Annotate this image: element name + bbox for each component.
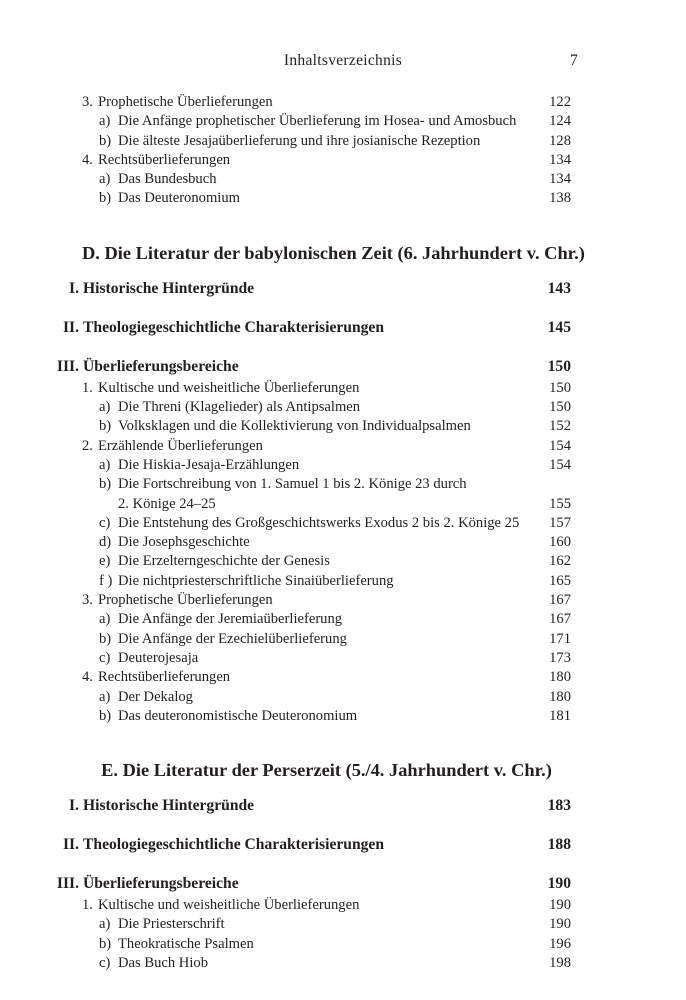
entry-number: 1. <box>82 897 93 914</box>
entry-page: 181 <box>541 707 571 726</box>
entry-label <box>82 475 471 494</box>
entry-page: 180 <box>541 668 571 687</box>
section-title: Theologiegeschichtliche Charakterisierungen <box>83 836 385 854</box>
entry-number: a) <box>99 113 111 130</box>
toc-entry[interactable] <box>82 552 571 571</box>
toc-entry[interactable] <box>82 935 571 954</box>
toc-section[interactable] <box>69 277 571 301</box>
toc-entry[interactable] <box>82 668 571 687</box>
entry-title: Deuterojesaja <box>118 649 199 666</box>
entry-label <box>82 896 363 915</box>
spacer <box>82 857 571 872</box>
entry-label <box>82 572 398 591</box>
toc-entry[interactable] <box>82 456 571 475</box>
entry-page: 165 <box>541 572 571 591</box>
running-header <box>0 52 686 76</box>
entry-label <box>82 533 254 552</box>
entry-number: c) <box>99 955 111 972</box>
entry-title: Erzählende Überlieferungen <box>98 437 263 454</box>
entry-title: Die Anfänge prophetischer Überlieferung im Hosea- und Amosbuch <box>118 113 517 130</box>
entry-title: Kultische und weisheitliche Überlieferungen <box>98 897 360 914</box>
entry-title: Rechtsüberlieferungen <box>98 669 231 686</box>
spacer <box>82 209 571 240</box>
entry-label <box>82 707 361 726</box>
entry-page: 122 <box>541 93 571 112</box>
entry-page: 150 <box>541 379 571 398</box>
section-title: Überlieferungsbereiche <box>83 357 239 375</box>
section-page: 190 <box>541 872 571 896</box>
section-title: Historische Hintergründe <box>83 279 255 297</box>
toc-entry[interactable] <box>82 151 571 170</box>
entry-title: Rechtsüberlieferungen <box>98 151 231 168</box>
entry-label <box>82 514 523 533</box>
spacer <box>82 266 571 277</box>
section-label <box>56 872 243 896</box>
entry-label <box>82 132 484 151</box>
entry-page: 150 <box>541 398 571 417</box>
entry-label <box>82 591 277 610</box>
entry-label <box>82 552 334 571</box>
entry-number: b) <box>99 132 112 149</box>
entry-title: Die älteste Jesajaüberlieferung und ihre josianische Rezeption <box>118 132 481 149</box>
entry-page: 155 <box>541 495 571 514</box>
entry-label <box>82 398 364 417</box>
chapter-title: E. Die Literatur der Perserzeit (5./4. Jahrhundert v. Chr.) <box>101 760 552 781</box>
toc-entry[interactable] <box>82 417 571 436</box>
chapter-title: D. Die Literatur der babylonischen Zeit (6. Jahrhundert v. Chr.) <box>82 242 585 263</box>
section-page: 143 <box>541 277 571 301</box>
section-page: 150 <box>541 355 571 379</box>
entry-title: Die Josephsgeschichte <box>118 534 250 551</box>
section-label <box>69 794 258 818</box>
section-label <box>56 355 243 379</box>
entry-page: 190 <box>541 915 571 934</box>
entry-number: a) <box>99 171 111 188</box>
toc-entry[interactable] <box>82 189 571 208</box>
spacer <box>82 340 571 355</box>
entry-page: 134 <box>541 170 571 189</box>
entry-label <box>82 170 221 189</box>
section-label <box>62 316 388 340</box>
entry-label <box>82 151 234 170</box>
entry-page: 128 <box>541 132 571 151</box>
entry-page: 190 <box>541 896 571 915</box>
entry-label <box>82 668 234 687</box>
entry-page: 162 <box>541 552 571 571</box>
entry-number: 2. <box>82 437 93 454</box>
entry-title: Die Hiskia-Jesaja-Erzählungen <box>118 456 300 473</box>
entry-title: Der Dekalog <box>118 688 193 705</box>
entry-page: 154 <box>541 437 571 456</box>
toc-entry[interactable] <box>82 954 571 973</box>
entry-page: 157 <box>541 514 571 533</box>
entry-number: 3. <box>82 592 93 609</box>
toc-entry[interactable] <box>82 475 571 494</box>
entry-title: Theokratische Psalmen <box>118 935 254 952</box>
toc-entry[interactable] <box>82 688 571 707</box>
entry-label <box>82 495 220 514</box>
entry-page: 154 <box>541 456 571 475</box>
entry-label <box>82 437 267 456</box>
section-page: 145 <box>541 316 571 340</box>
entry-page: 138 <box>541 189 571 208</box>
entry-number: d) <box>99 534 112 551</box>
toc-section[interactable] <box>56 355 571 379</box>
toc-entry[interactable] <box>82 93 571 112</box>
entry-page: 180 <box>541 688 571 707</box>
entry-number: b) <box>99 707 112 724</box>
page-number: 7 <box>570 52 578 69</box>
entry-page: 167 <box>541 610 571 629</box>
entry-page: 196 <box>541 935 571 954</box>
spacer <box>82 818 571 833</box>
entry-title: Das Bundesbuch <box>118 171 217 188</box>
toc-entry[interactable] <box>82 132 571 151</box>
entry-page: 160 <box>541 533 571 552</box>
entry-title: Prophetische Überlieferungen <box>98 592 273 609</box>
entry-number: b) <box>99 630 112 647</box>
spacer <box>82 301 571 316</box>
toc-section[interactable] <box>62 833 571 857</box>
toc-section[interactable] <box>69 794 571 818</box>
section-title: Theologiegeschichtliche Charakterisierungen <box>83 318 385 336</box>
entry-label <box>82 954 212 973</box>
entry-page: 124 <box>541 112 571 131</box>
toc-section[interactable] <box>56 872 571 896</box>
section-number: II. <box>62 836 79 854</box>
toc-entry[interactable] <box>82 610 571 629</box>
toc-entry[interactable] <box>82 915 571 934</box>
entry-label <box>82 417 475 436</box>
entry-number: b) <box>99 476 112 493</box>
entry-title: Das Deuteronomium <box>118 190 240 207</box>
section-title: Überlieferungsbereiche <box>83 875 239 893</box>
entry-title: Die Anfänge der Ezechielüberlieferung <box>118 630 347 647</box>
entry-number: a) <box>99 611 111 628</box>
entry-number: a) <box>99 688 111 705</box>
entry-label <box>82 935 258 954</box>
toc-entry[interactable] <box>82 514 571 533</box>
entry-page: 152 <box>541 417 571 436</box>
entry-label <box>82 630 351 649</box>
toc-entry[interactable] <box>82 630 571 649</box>
entry-number: 3. <box>82 94 93 110</box>
entry-title: Die Erzelterngeschichte der Genesis <box>118 553 330 570</box>
entry-title: Prophetische Überlieferungen <box>98 94 273 110</box>
section-number: II. <box>62 318 79 336</box>
header-title: Inhaltsverzeichnis <box>283 52 403 69</box>
toc-entry[interactable] <box>82 495 571 514</box>
toc-entry[interactable] <box>82 649 571 668</box>
entry-title: Kultische und weisheitliche Überlieferungen <box>98 379 360 396</box>
entry-number: f ) <box>99 572 113 589</box>
entry-title: Volksklagen und die Kollektivierung von Individualpsalmen <box>118 418 471 435</box>
entry-page: 173 <box>541 649 571 668</box>
entry-title: Die Threni (Klagelieder) als Antipsalmen <box>118 399 361 416</box>
entry-label <box>82 189 244 208</box>
entry-title: 2. Könige 24–25 <box>118 495 216 512</box>
entry-label <box>82 456 303 475</box>
entry-number: b) <box>99 190 112 207</box>
entry-label <box>82 112 520 131</box>
entry-label <box>82 915 229 934</box>
toc-entry[interactable] <box>82 170 571 189</box>
spacer <box>82 726 571 757</box>
entry-page: 167 <box>541 591 571 610</box>
toc-entry[interactable] <box>82 572 571 591</box>
toc-entry[interactable] <box>82 896 571 915</box>
toc-entry[interactable] <box>82 112 571 131</box>
toc-section[interactable] <box>62 316 571 340</box>
entry-label <box>82 649 202 668</box>
entry-label <box>82 379 363 398</box>
entry-number: b) <box>99 418 112 435</box>
entry-label <box>82 610 346 629</box>
entry-number: 1. <box>82 379 93 396</box>
section-page: 183 <box>541 794 571 818</box>
spacer <box>82 783 571 794</box>
section-number: I. <box>69 797 79 815</box>
entry-number: a) <box>99 399 111 416</box>
table-of-contents <box>56 93 585 973</box>
section-number: III. <box>56 875 79 893</box>
entry-number: a) <box>99 916 111 933</box>
section-page: 188 <box>541 833 571 857</box>
entry-number: c) <box>99 649 111 666</box>
entry-number: 4. <box>82 151 93 168</box>
section-label <box>62 833 388 857</box>
entry-title: Die Anfänge der Jeremiaüberlieferung <box>118 611 343 628</box>
entry-number: a) <box>99 456 111 473</box>
entry-number: c) <box>99 514 111 531</box>
section-title: Historische Hintergründe <box>83 797 255 815</box>
entry-title: Die Priesterschrift <box>118 916 225 933</box>
section-number: I. <box>69 279 79 297</box>
toc-entry[interactable] <box>82 398 571 417</box>
entry-number: 4. <box>82 669 93 686</box>
entry-title: Die Entstehung des Großgeschichtswerks Exodus 2 bis 2. Könige 25 <box>118 514 520 531</box>
section-number: III. <box>56 357 79 375</box>
toc-entry[interactable] <box>82 379 571 398</box>
entry-label <box>82 688 197 707</box>
entry-title: Die nichtpriesterschriftliche Sinaiüberlieferung <box>118 572 394 589</box>
toc-entry[interactable] <box>82 707 571 726</box>
entry-page: 198 <box>541 954 571 973</box>
entry-page: 134 <box>541 151 571 170</box>
entry-title: Das deuteronomistische Deuteronomium <box>118 707 358 724</box>
entry-number: e) <box>99 553 111 570</box>
section-label <box>69 277 258 301</box>
entry-title: Die Fortschreibung von 1. Samuel 1 bis 2. Könige 23 durch <box>118 476 467 493</box>
toc-entry[interactable] <box>82 437 571 456</box>
entry-title: Das Buch Hiob <box>118 955 208 972</box>
entry-page: 171 <box>541 630 571 649</box>
toc-entry[interactable] <box>82 591 571 610</box>
entry-number: b) <box>99 935 112 952</box>
entry-label <box>82 93 277 112</box>
toc-entry[interactable] <box>82 533 571 552</box>
